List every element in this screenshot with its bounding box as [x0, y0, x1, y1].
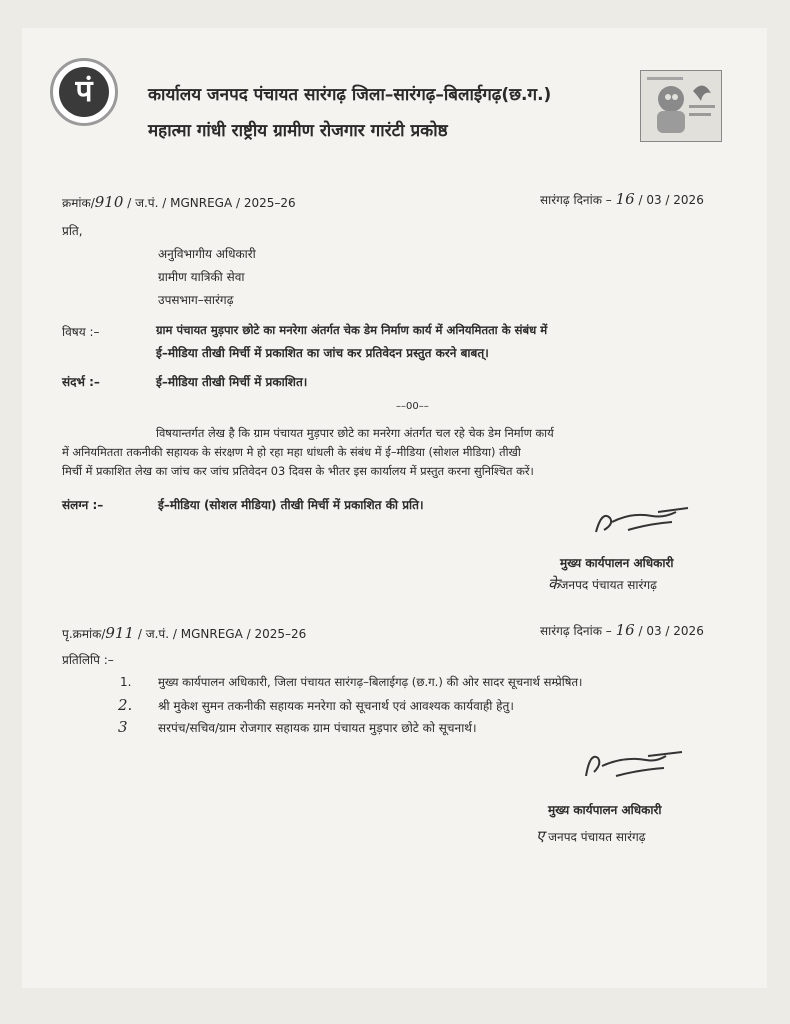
panchayat-logo-icon	[50, 58, 118, 126]
copy-item-number: 3	[118, 718, 128, 736]
ref-prefix: क्रमांक/	[62, 196, 95, 210]
enclosure-label: संलग्न :–	[62, 498, 104, 512]
reference-text: ई–मीडिया तीखी मिर्ची में प्रकाशित।	[156, 375, 308, 389]
copy-signatory-title: मुख्य कार्यपालन अधिकारी	[548, 803, 662, 817]
subject-label: विषय :–	[62, 325, 100, 339]
copy-item-text: सरपंच/सचिव/ग्राम रोजगार सहायक ग्राम पंचायत मुड़पार छोटे को सूचनार्थ।	[158, 721, 477, 735]
addressee-line: ग्रामीण यात्रिकी सेवा	[158, 270, 245, 284]
copy-item-number: 1.	[120, 675, 132, 689]
copy-date-day: 16	[615, 621, 635, 639]
gandhi-portrait-emblem-icon	[640, 70, 722, 142]
addressee-line: उपसभाग–सारंगढ़	[158, 293, 234, 307]
reference-label: संदर्भ :–	[62, 375, 100, 389]
signatory-title: मुख्य कार्यपालन अधिकारी	[560, 556, 674, 570]
signature-icon	[588, 500, 708, 540]
copy-ref-suffix: / ज.पं. / MGNREGA / 2025–26	[137, 627, 307, 641]
enclosure-text: ई–मीडिया (सोशल मीडिया) तीखी मिर्ची में प्रकाशित की प्रति।	[158, 498, 424, 512]
copy-signatory-office: जनपद पंचायत सारंगढ़	[548, 830, 646, 844]
copy-label: प्रतिलिपि :–	[62, 653, 114, 667]
addressee-line: अनुविभागीय अधिकारी	[158, 247, 256, 261]
copy-date-label: सारंगढ़ दिनांक –	[540, 624, 612, 638]
copy-ref-number: 911	[105, 624, 135, 642]
separator: ––00––	[396, 401, 429, 412]
logo-glyph: पं	[59, 67, 109, 117]
to-label: प्रति,	[62, 224, 83, 238]
office-title: कार्यालय जनपद पंचायत सारंगढ़ जिला–सारंगढ़–बिलाईगढ़(छ.ग.)	[148, 85, 552, 105]
signatory-office: जनपद पंचायत सारंगढ़	[559, 578, 657, 592]
cell-title: महात्मा गांधी राष्ट्रीय ग्रामीण रोजगार गारंटी प्रकोष्ठ	[148, 121, 448, 141]
body-line: मिर्ची में प्रकाशित लेख का जांच कर जांच प्रतिवेदन 03 दिवस के भीतर इस कार्यालय में प्रस्तुत करना सुनिश्चित करें।	[62, 464, 534, 478]
copy-item-text: मुख्य कार्यपालन अधिकारी, जिला पंचायत सारंगढ़–बिलाईगढ़ (छ.ग.) की ओर सादर सूचनार्थ सम्प्रेषित।	[158, 675, 583, 689]
copy-ref-prefix: पृ.क्रमांक/	[62, 627, 106, 641]
body-line: में अनियमितता तकनीकी सहायक के संरक्षण मे हो रहा महा धांधली के संबंध में ई–मीडिया (सोशल मीडिया) तीखी	[62, 445, 521, 459]
copy-item-number: 2.	[118, 696, 133, 714]
copy-item-text: श्री मुकेश सुमन तकनीकी सहायक मनरेगा को सूचनार्थ एवं आवश्यक कार्यवाही हेतु।	[158, 699, 514, 713]
subject-line: ग्राम पंचायत मुड़पार छोटे का मनरेगा अंतर्गत चेक डेम निर्माण कार्य में अनियमितता के संबंध में	[156, 323, 548, 337]
date-day: 16	[615, 190, 635, 208]
signatory-mark: के	[548, 575, 560, 593]
subject-line: ई–मीडिया तीखी मिर्ची में प्रकाशित का जांच कर प्रतिवेदन प्रस्तुत करने बाबत्।	[156, 346, 489, 360]
signature-icon	[580, 742, 700, 786]
date-label: सारंगढ़ दिनांक –	[540, 193, 612, 207]
ref-suffix: / ज.पं. / MGNREGA / 2025–26	[127, 196, 296, 210]
date-rest: / 03 / 2026	[638, 193, 704, 207]
copy-date-rest: / 03 / 2026	[638, 624, 704, 638]
copy-signatory-mark: ए	[536, 827, 545, 845]
body-line: विषयान्तर्गत लेख है कि ग्राम पंचायत मुड़पार छोटे का मनरेगा अंतर्गत चल रहे चेक डेम निर्माण कार्य	[156, 426, 554, 440]
ref-number: 910	[94, 193, 124, 211]
